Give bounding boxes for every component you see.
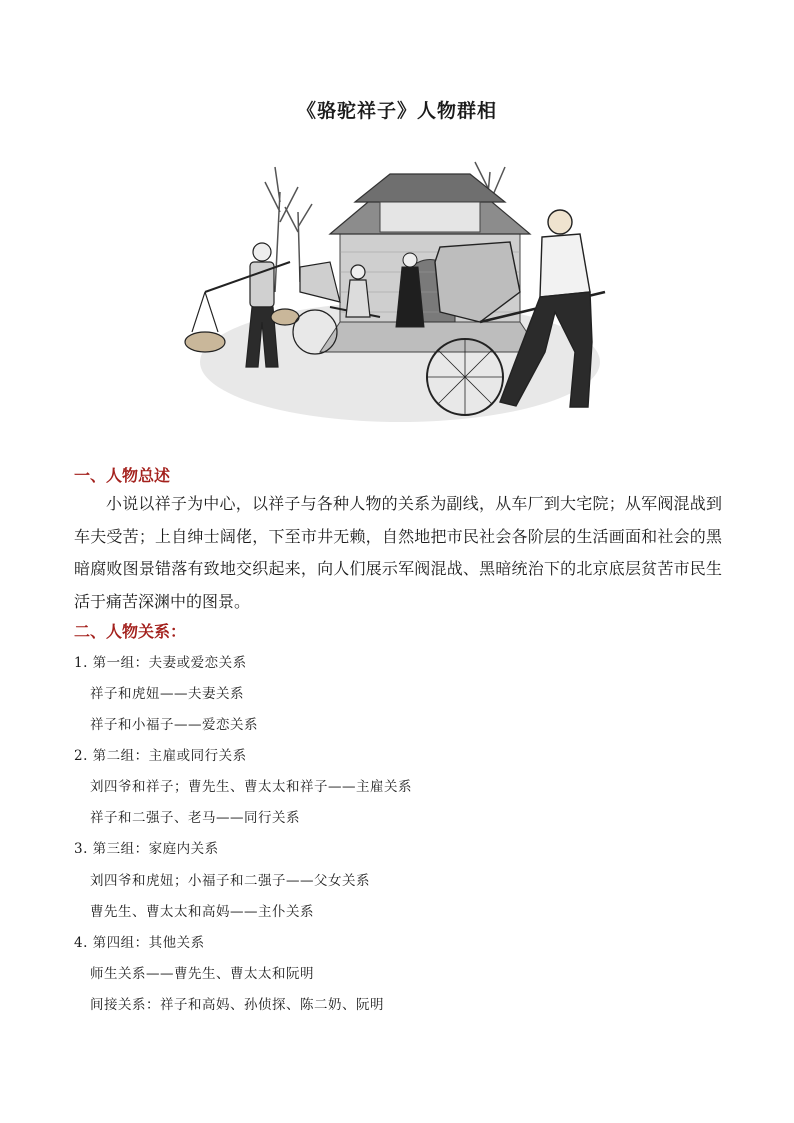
group3-item2: 曹先生、曹太太和高妈——主仆关系 xyxy=(90,904,314,920)
page-title: 《骆驼祥子》人物群相 xyxy=(296,100,497,122)
section2-heading: 二、人物关系： xyxy=(74,622,187,641)
section1-paragraph: 小说以祥子为中心，以祥子与各种人物的关系为副线，从车厂到大宅院；从军阀混战到车夫受苦；上自绅士阔佬，下至市井无赖，自然地把市民社会各阶层的生活画面和社会的黑暗腐败图景错落有致地交织起来，向人们展示军阀混战、黑暗统治下的北京底层贫苦市民生活于痛苦深渊中的图景。 xyxy=(74,494,722,611)
group1-item2: 祥子和小福子——爱恋关系 xyxy=(90,717,258,733)
group3-title: 3. 第三组：家庭内关系 xyxy=(74,841,219,857)
group2-item2: 祥子和二强子、老马——同行关系 xyxy=(90,810,300,826)
rickshaw-street-scene-illustration xyxy=(180,152,620,442)
group2-item1: 刘四爷和祥子；曹先生、曹太太和祥子——主雇关系 xyxy=(90,779,412,795)
group1-item1: 祥子和虎妞——夫妻关系 xyxy=(90,686,244,702)
group4-item1: 师生关系——曹先生、曹太太和阮明 xyxy=(90,966,314,982)
group3-item1: 刘四爷和虎妞；小福子和二强子——父女关系 xyxy=(90,873,370,889)
group4-item2: 间接关系：祥子和高妈、孙侦探、陈二奶、阮明 xyxy=(90,997,384,1013)
group1-title: 1. 第一组：夫妻或爱恋关系 xyxy=(74,655,247,671)
group2-title: 2. 第二组：主雇或同行关系 xyxy=(74,748,247,764)
section1-heading: 一、人物总述 xyxy=(74,466,171,485)
group4-title: 4. 第四组：其他关系 xyxy=(74,935,205,951)
